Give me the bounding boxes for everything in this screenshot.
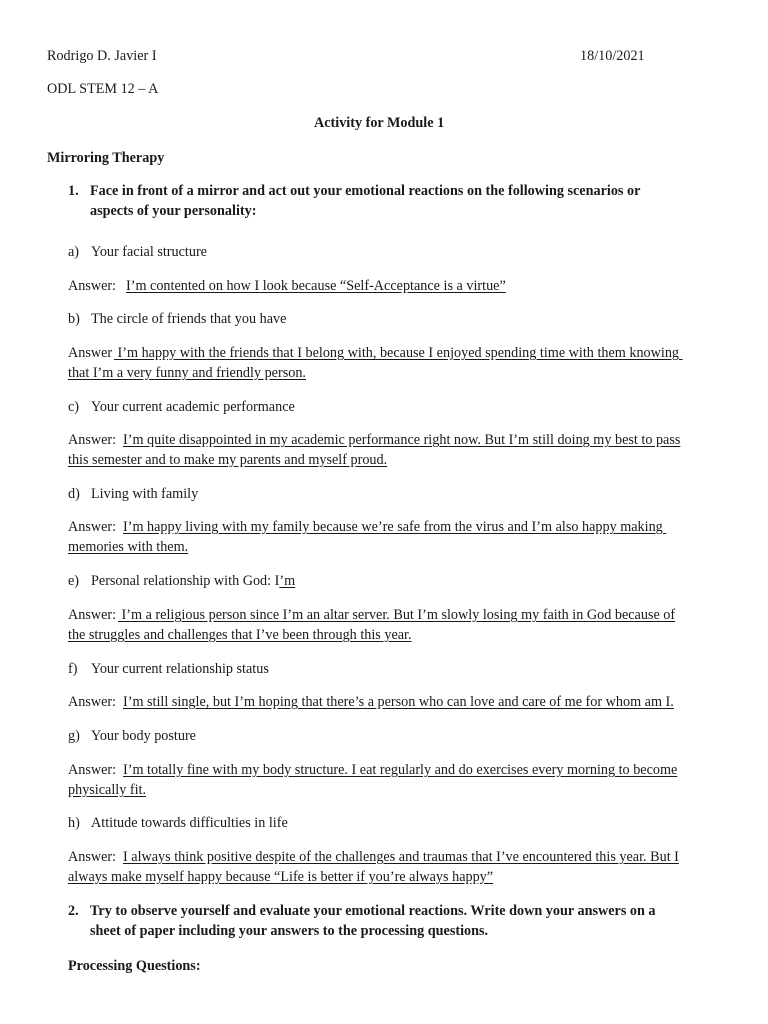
item-h-answer-label: Answer: [68,849,117,865]
item-a-letter: a) [68,244,80,260]
item-h-prompt: Attitude towards difficulties in life [91,815,288,831]
item-d-prompt: Living with family [91,486,199,502]
item-g-prompt: Your body posture [91,728,196,744]
section-title: Mirroring Therapy [47,150,165,166]
item-e-prompt [91,571,295,591]
item-g-answer-line-1: I’m totally fine with my body structure. I eat regularly and do exercises every morning to become [123,762,678,778]
item-g-answer-line-2: physically fit. [68,782,147,798]
item-c-answer-line-1: I’m quite disappointed in my academic performance right now. But I’m still doing my best to pass [123,432,681,448]
item-a-answer-label: Answer: [68,278,117,294]
item-b-answer-line-2: that I’m a very funny and friendly person. [68,365,306,381]
item-e-answer-line-2: the struggles and challenges that I’ve been through this year. [68,627,412,643]
item-f-answer-label: Answer: [68,694,117,710]
item-g-answer-label: Answer: [68,762,117,778]
item-e-answer-line-1: I’m a religious person since I’m an altar server. But I’m slowly losing my faith in God because of [118,607,676,623]
item-d-answer-line-1: I’m happy living with my family because we’re safe from the virus and I’m also happy making [123,519,667,535]
item-b-letter: b) [68,311,80,327]
item-g-letter: g) [68,728,80,744]
item-f-letter: f) [68,661,78,677]
item-c-answer-line-2: this semester and to make my parents and myself proud. [68,452,388,468]
question-2-line-1: Try to observe yourself and evaluate your emotional reactions. Write down your answers on a [90,903,656,919]
item-h-answer-line-1: I always think positive despite of the challenges and traumas that I’ve encountered this year. But I [123,849,679,865]
item-e-prompt-text: Personal relationship with God: I [91,573,280,589]
question-1-line-2: aspects of your personality: [90,203,257,219]
item-c-letter: c) [68,399,80,415]
item-b-prompt: The circle of friends that you have [91,311,287,327]
class-section: ODL STEM 12 – A [47,81,159,97]
question-2-number: 2. [68,903,79,919]
item-c-prompt: Your current academic performance [91,399,295,415]
item-f-answer-line-1: I’m still single, but I’m hoping that there’s a person who can love and care of me for whom am I. [123,694,674,710]
question-1-number: 1. [68,183,79,199]
item-h-letter: h) [68,815,80,831]
question-1-line-1: Face in front of a mirror and act out your emotional reactions on the following scenarios or [90,183,641,199]
item-e-letter: e) [68,573,80,589]
item-e-prompt-tail: ’m [279,573,296,589]
item-a-answer-line-1: I’m contented on how I look because “Self-Acceptance is a virtue” [126,278,506,294]
activity-title: Activity for Module 1 [314,115,445,131]
student-name: Rodrigo D. Javier I [47,48,157,64]
item-f-prompt: Your current relationship status [91,661,269,677]
item-b-answer-line-1: I’m happy with the friends that I belong with, because I enjoyed spending time with them knowing [114,345,683,361]
item-c-answer-label: Answer: [68,432,117,448]
item-h-answer-line-2: always make myself happy because “Life is better if you’re always happy” [68,869,494,885]
item-d-answer-label: Answer: [68,519,117,535]
item-d-answer-line-2: memories with them. [68,539,189,555]
document-date: 18/10/2021 [580,48,645,64]
question-2-line-2: sheet of paper including your answers to the processing questions. [90,923,489,939]
item-a-prompt: Your facial structure [91,244,207,260]
item-e-answer-label: Answer: [68,607,117,623]
item-d-letter: d) [68,486,80,502]
item-b-answer-label: Answer [68,345,113,361]
processing-questions-title: Processing Questions: [68,958,201,974]
